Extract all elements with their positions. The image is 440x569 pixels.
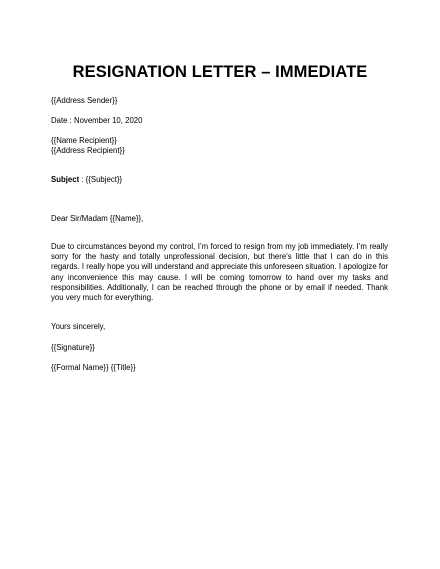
letter-date: Date : November 10, 2020 bbox=[51, 116, 143, 125]
address-sender: {{Address Sender}} bbox=[51, 96, 118, 105]
subject-label: Subject bbox=[51, 175, 80, 184]
signature-placeholder: {{Signature}} bbox=[51, 343, 95, 352]
formal-name-title: {{Formal Name}} {{Title}} bbox=[51, 363, 136, 372]
address-recipient: {{Address Recipient}} bbox=[51, 146, 125, 155]
subject-line bbox=[51, 175, 122, 185]
subject-value: : {{Subject}} bbox=[79, 175, 123, 184]
name-recipient: {{Name Recipient}} bbox=[51, 136, 117, 145]
document-title: RESIGNATION LETTER – IMMEDIATE bbox=[72, 63, 368, 81]
salutation: Dear Sir/Madam {{Name}}, bbox=[51, 214, 144, 223]
closing: Yours sincerely, bbox=[51, 322, 106, 331]
body-paragraph: Due to circumstances beyond my control, I’m forced to resign from my job immediately. I’m really sorry for the hasty and totally unprofessional decision, but there’s little that I can do in this regards. I really hope you will understand and appreciate this unforeseen situation. I apologize for any inconvenience this may cause. I will be coming tomorrow to hand over my tasks and responsibilities. Additionally, I can be reached through the phone or by email if needed. Thank you very much for everything. bbox=[51, 242, 388, 303]
